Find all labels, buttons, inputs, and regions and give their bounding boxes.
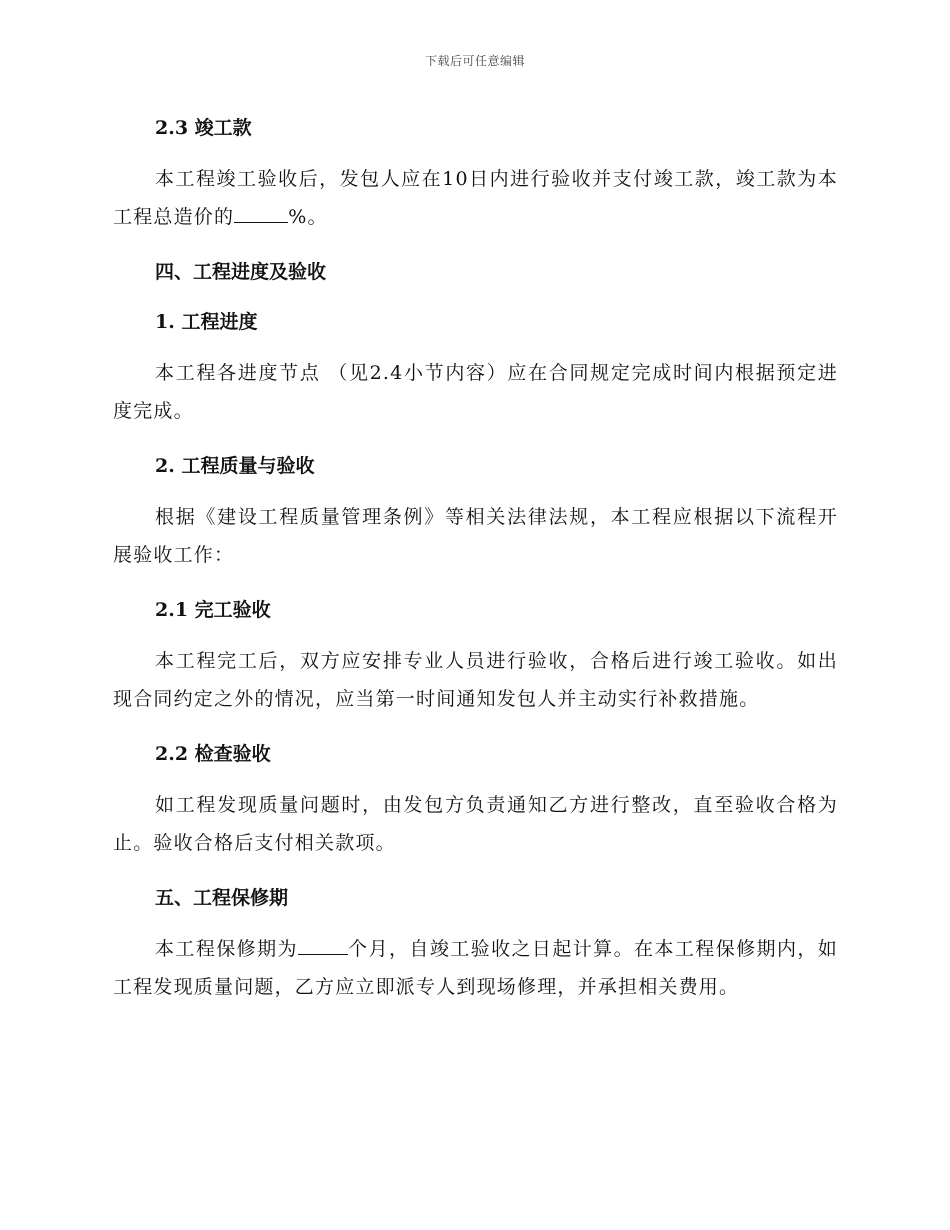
section-5-text-end: 个月，自竣工验收之日起计算。在本工程保修期内，如工程发现质量问题，乙方应立即派专人到现场修理，并承担相关费用。 (113, 938, 838, 998)
section-2-3-text-end: %。 (288, 206, 328, 228)
section-2-3-text: 本工程竣工验收后，发包人应在10日内进行验收并支付竣工款，竣工款为本工程总造价的 (113, 168, 838, 228)
section-5-title: 五、工程保修期 (155, 887, 289, 909)
document-body (113, 110, 838, 1006)
section-2-3-paragraph (113, 160, 838, 236)
section-4-2-paragraph: 根据《建设工程质量管理条例》等相关法律法规，本工程应根据以下流程开展验收工作： (113, 506, 838, 566)
section-2-1-title: 2.1 完工验收 (155, 599, 271, 621)
section-4-title: 四、工程进度及验收 (155, 261, 327, 283)
section-2-1-paragraph: 本工程完工后，双方应安排专业人员进行验收，合格后进行竣工验收。如出现合同约定之外的情况，应当第一时间通知发包人并主动实行补救措施。 (113, 650, 838, 710)
section-2-2-paragraph: 如工程发现质量问题时，由发包方负责通知乙方进行整改，直至验收合格为止。验收合格后支付相关款项。 (113, 794, 838, 854)
section-5-text: 本工程保修期为 (155, 938, 298, 960)
percent-blank-field[interactable] (234, 203, 288, 223)
section-4-1-paragraph: 本工程各进度节点 （见2.4小节内容）应在合同规定完成时间内根据预定进度完成。 (113, 362, 838, 422)
section-2-2-title: 2.2 检查验收 (155, 743, 271, 765)
section-4-1-title: 1. 工程进度 (155, 311, 258, 333)
section-2-3-title: 2.3 竣工款 (155, 117, 252, 139)
section-5-paragraph (113, 930, 838, 1006)
months-blank-field[interactable] (298, 935, 348, 955)
page-header: 下载后可任意编辑 (424, 54, 525, 68)
section-4-2-title: 2. 工程质量与验收 (155, 455, 315, 477)
